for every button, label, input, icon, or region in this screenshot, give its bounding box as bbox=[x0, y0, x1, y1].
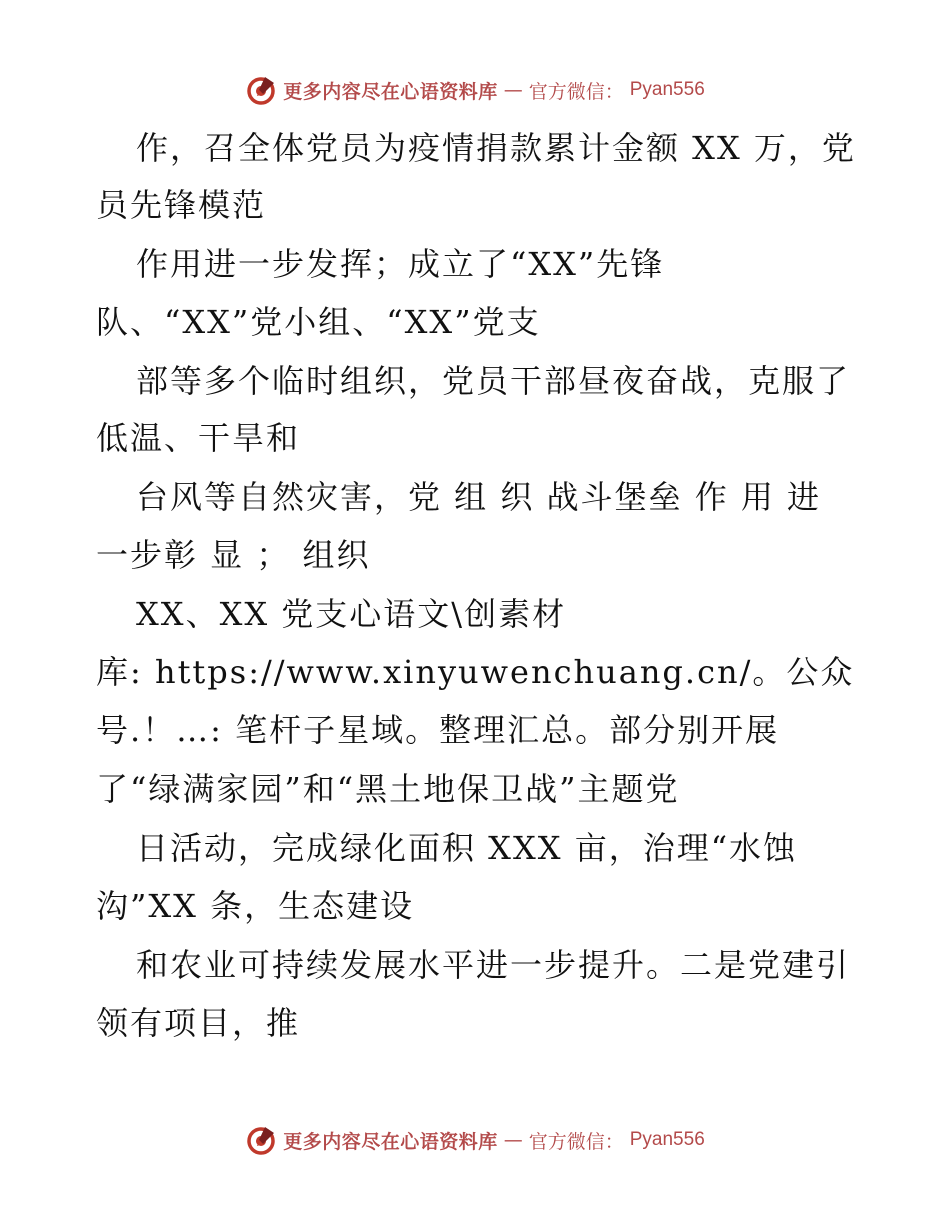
text-line: 作用进一步发挥；成立了“XX”先锋 bbox=[136, 245, 665, 283]
banner-dash: — bbox=[503, 79, 523, 101]
text-line: 队、“XX”党小组、“XX”党支 bbox=[96, 303, 541, 341]
text-line: 和农业可持续发展水平进一步提升。二是党建引 bbox=[136, 946, 851, 984]
banner-wechat-label: 官方微信： bbox=[528, 80, 624, 103]
banner-site-text: 更多内容尽在心语资料库 bbox=[283, 1130, 498, 1153]
banner-dash: — bbox=[503, 1129, 523, 1151]
text-line: 了“绿满家园”和“黑土地保卫战”主题党 bbox=[96, 770, 680, 808]
text-line: 号.！…: 笔杆子星域。整理汇总。部分别开展 bbox=[96, 711, 780, 749]
text-line: 台风等自然灾害，党 组 织 战斗堡垒 作 用 进 bbox=[136, 478, 822, 516]
text-line: 部等多个临时组织，党员干部昼夜奋战，克服了 bbox=[136, 362, 851, 400]
pen-ring-logo-icon bbox=[245, 1124, 277, 1156]
text-line: 日活动，完成绿化面积 XXX 亩，治理“水蚀 bbox=[136, 829, 798, 867]
pen-ring-logo-icon bbox=[245, 74, 277, 106]
header-banner bbox=[0, 70, 950, 110]
text-line: 库: https://www.xinyuwenchuang.cn/。公众 bbox=[96, 653, 855, 691]
banner-wechat-id: Pyan556 bbox=[629, 79, 705, 100]
footer-banner bbox=[0, 1120, 950, 1160]
text-line: 沟”XX 条，生态建设 bbox=[96, 887, 415, 925]
text-line: 作，召全体党员为疫情捐款累计金额 XX 万，党 bbox=[136, 129, 856, 167]
banner-wechat-label: 官方微信： bbox=[528, 1130, 624, 1153]
text-line: 低温、干旱和 bbox=[96, 419, 301, 457]
banner-site-text: 更多内容尽在心语资料库 bbox=[283, 80, 498, 103]
text-line: 一步彰 显 ； 组织 bbox=[96, 536, 371, 574]
text-line: 员先锋模范 bbox=[96, 186, 267, 224]
banner-wechat-id: Pyan556 bbox=[629, 1129, 705, 1150]
text-line: 领有项目，推 bbox=[96, 1004, 301, 1042]
text-line: XX、XX 党支心语文\创素材 bbox=[136, 595, 567, 633]
